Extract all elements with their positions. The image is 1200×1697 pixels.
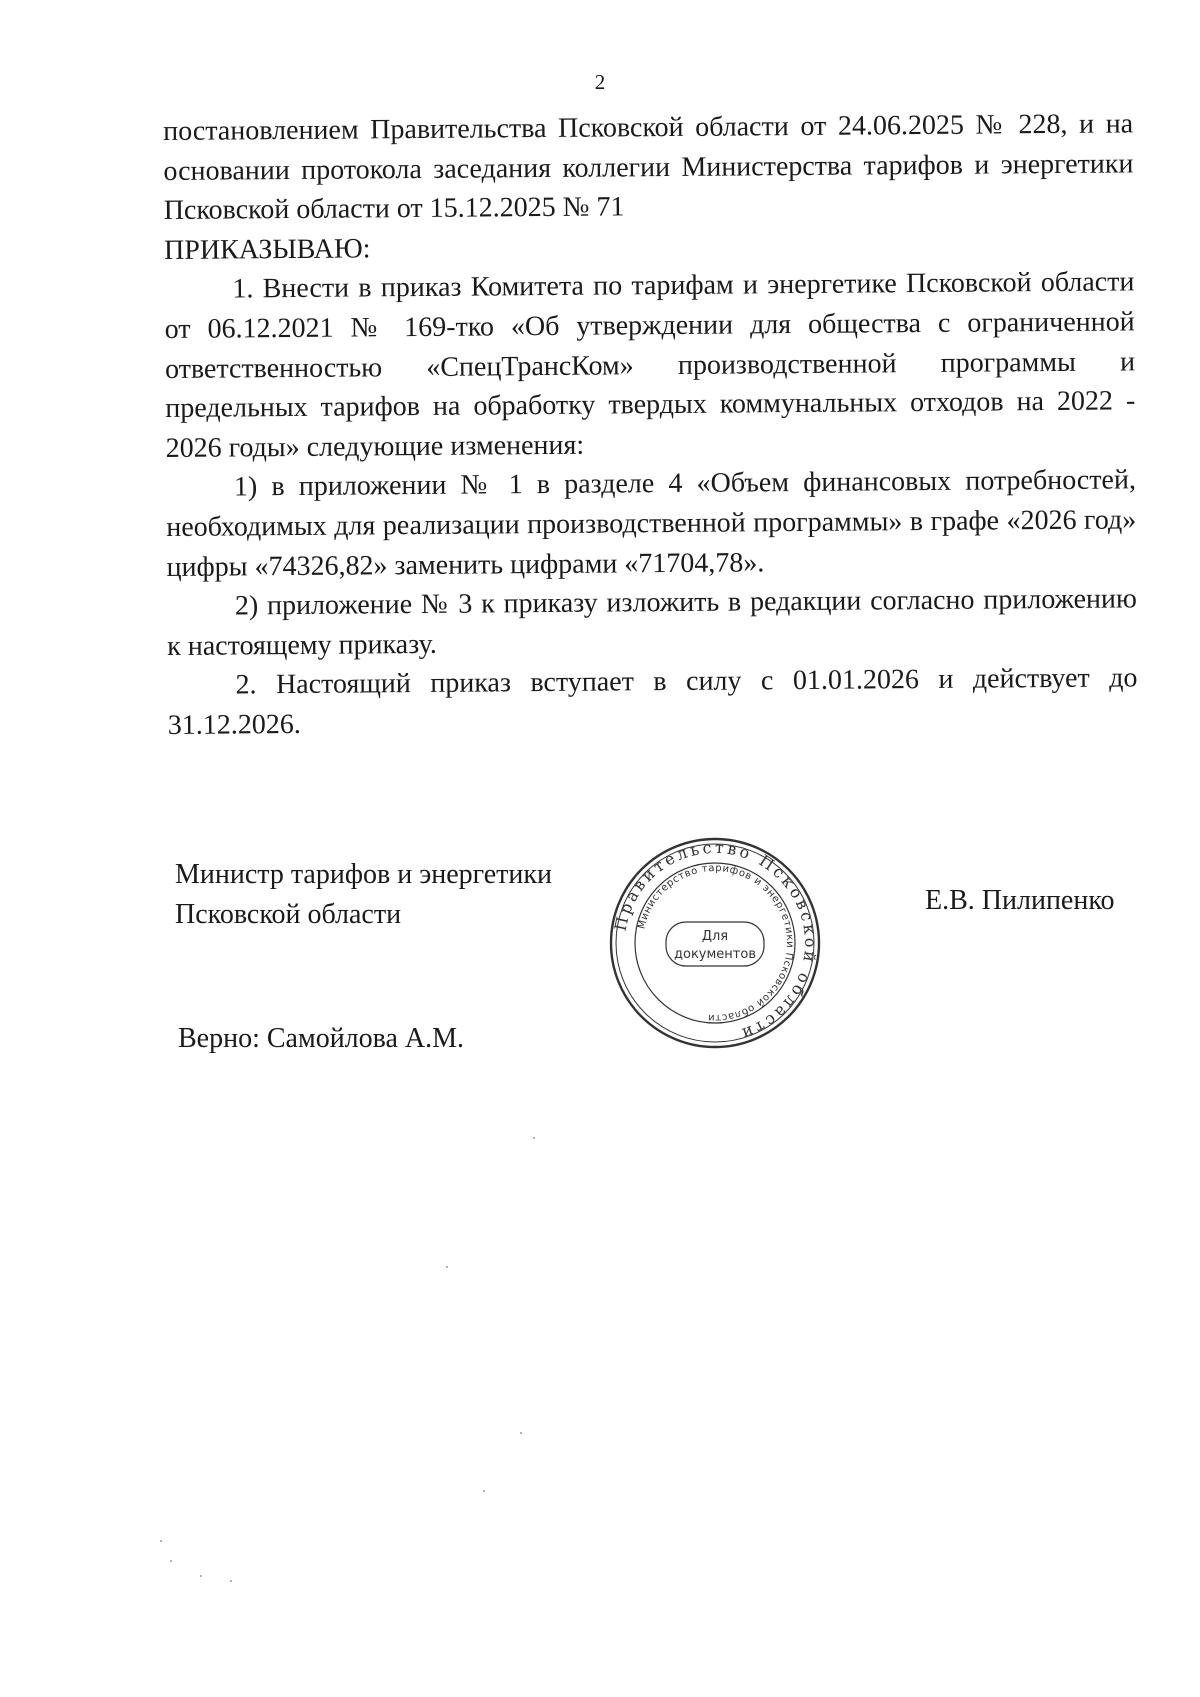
- scan-speck: [200, 1575, 202, 1577]
- scan-speck: [160, 1540, 162, 1542]
- seal-outer-text: Правительство Псковской области: [610, 837, 821, 1045]
- official-seal: [608, 836, 822, 1050]
- verified-by: Верно: Самойлова А.М.: [178, 1023, 465, 1054]
- signatory-position: [175, 855, 552, 935]
- scan-speck: [533, 1137, 535, 1139]
- position-line-2: Псковской области: [175, 899, 402, 930]
- scan-speck: [520, 1432, 522, 1434]
- order-keyword: ПРИКАЗЫВАЮ:: [163, 233, 371, 266]
- seal-inner-text: Министерство тарифов и энергетики Псковской области: [636, 862, 796, 1024]
- subclause-2-paragraph: 2) приложение № 3 к приказу изложить в редакции согласно приложению к настоящему приказу.: [167, 583, 1137, 662]
- scan-speck: [446, 1266, 448, 1268]
- page-number: 2: [594, 70, 606, 94]
- scan-speck: [483, 1490, 485, 1492]
- clause-2-paragraph: 2. Настоящий приказ вступает в силу с 01.01.2026 и действует до 31.12.2026.: [167, 662, 1138, 741]
- subclause-1-paragraph: 1) в приложении № 1 в разделе 4 «Объем финансовых потребностей, необходимых для реализации производственной программы» в графе «2026 год» цифры «74326,82» заменить цифрами «71704,78».: [166, 464, 1137, 583]
- seal-center-line-1: Для: [701, 929, 729, 944]
- scan-speck: [170, 1560, 172, 1562]
- scan-speck: [230, 1580, 232, 1582]
- signatory-name: Е.В. Пилипенко: [925, 885, 1115, 916]
- position-line-1: Министр тарифов и энергетики: [175, 859, 552, 890]
- seal-center-line-2: документов: [674, 947, 756, 962]
- order-body: [163, 104, 1138, 745]
- preamble-paragraph: постановлением Правительства Псковской области от 24.06.2025 № 228, и на основании протокола заседания коллегии Министерства тарифов и энергетики Псковской области от 15.12.2025 № 71: [163, 108, 1134, 227]
- clause-1-paragraph: 1. Внести в приказ Комитета по тарифам и энергетике Псковской области от 06.12.2021 № 169-тко «Об утверждении для общества с ограниченной ответственностью «СпецТрансКом» производственной программы и предельных тарифов на обработку твердых коммунальных отходов на 2022 - 2026 годы» следующие изменения:: [164, 266, 1136, 464]
